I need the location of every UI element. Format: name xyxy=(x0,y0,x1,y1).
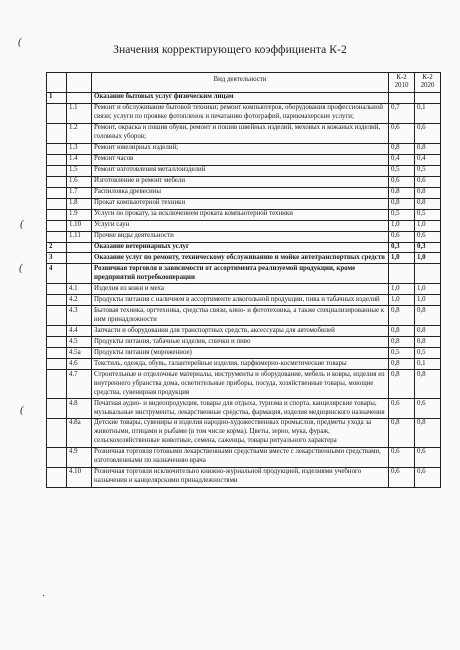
row-section-number xyxy=(47,231,67,242)
row-k2-2020 xyxy=(415,92,441,103)
row-number: 1.5 xyxy=(67,165,92,176)
row-activity-name: Изделия из кожи и меха xyxy=(92,284,389,295)
table-row xyxy=(47,231,441,242)
row-number: 4.9 xyxy=(67,447,92,467)
table-row xyxy=(47,348,441,359)
row-section-number xyxy=(47,348,67,359)
row-k2-2010 xyxy=(389,92,415,103)
table-row xyxy=(47,220,441,231)
section-row xyxy=(47,242,441,253)
row-section-number xyxy=(47,326,67,337)
row-k2-2010: 0,8 xyxy=(389,198,415,209)
section-row xyxy=(47,92,441,103)
row-activity-name: Печатная аудио- и видеопродукция, товары для отдыха, туризма и спорта, канцелярские товары, музыкальные инструменты, лекарственные средства, фармация, изделия медицинского назначения xyxy=(92,399,389,419)
margin-mark: ( xyxy=(19,262,23,274)
row-number: 1.10 xyxy=(67,220,92,231)
margin-mark: ( xyxy=(18,36,22,48)
row-k2-2010: 0,6 xyxy=(389,467,415,487)
row-section-number xyxy=(47,370,67,399)
row-k2-2020: 1,0 xyxy=(415,295,441,306)
row-activity-name: Оказание бытовых услуг физическим лицам xyxy=(92,92,389,103)
row-number: 4.4 xyxy=(67,326,92,337)
table-row xyxy=(47,447,441,467)
row-number: 1.2 xyxy=(67,123,92,143)
coefficient-table xyxy=(46,72,441,488)
row-k2-2020: 0,8 xyxy=(415,187,441,198)
row-section-number xyxy=(47,295,67,306)
row-activity-name: Запчасти и оборудования для транспортных средств, аксессуары для автомобилей xyxy=(92,326,389,337)
row-k2-2010: 1,0 xyxy=(389,295,415,306)
row-activity-name: Розничная торговля готовыми лекарственными средствами вместе с лекарственными средствами, изготовленными по назначению врача xyxy=(92,447,389,467)
table-row xyxy=(47,103,441,123)
row-number: 4.5а xyxy=(67,348,92,359)
row-number: 4.5 xyxy=(67,337,92,348)
table-row xyxy=(47,326,441,337)
row-activity-name: Продукты питания (мороженное) xyxy=(92,348,389,359)
row-k2-2020: 0,8 xyxy=(415,326,441,337)
table-row xyxy=(47,337,441,348)
row-number xyxy=(67,253,92,264)
table-row xyxy=(47,306,441,326)
row-number: 1.4 xyxy=(67,154,92,165)
row-section-number xyxy=(47,467,67,487)
row-section-number xyxy=(47,359,67,370)
row-activity-name: Строительные и отделочные материалы, инструменты и оборудование, мебель и ковры, изделия из внутреннего убранства дома, осветительные приборы, посуда, хозяйственные товары, моющие средства, сувенирная продукция xyxy=(92,370,389,399)
row-section-number xyxy=(47,176,67,187)
row-k2-2020: 0,6 xyxy=(415,176,441,187)
row-activity-name: Ремонт, окраска и пошив обуви, ремонт и пошив швейных изделий, меховых и кожаных изделий, головных уборов; xyxy=(92,123,389,143)
row-activity-name: Ремонт изготовления металлоизделий xyxy=(92,165,389,176)
row-section-number xyxy=(47,123,67,143)
row-k2-2020: 0,5 xyxy=(415,348,441,359)
row-activity-name: Ремонт и обслуживание бытовой техники; ремонт компьютеров, оборудования профессиональной связи; услуги по проявке фотопленок и печатанию фотографий, парикмахерские услуги; xyxy=(92,103,389,123)
row-k2-2020: 0,8 xyxy=(415,306,441,326)
row-k2-2020: 1,0 xyxy=(415,284,441,295)
header-empty-cell xyxy=(67,73,92,93)
margin-mark: · xyxy=(42,590,45,602)
table-row xyxy=(47,154,441,165)
row-number: 4.8а xyxy=(67,418,92,447)
row-number xyxy=(67,264,92,284)
row-section-number xyxy=(47,337,67,348)
row-section-number xyxy=(47,284,67,295)
row-section-number xyxy=(47,209,67,220)
row-activity-name: Оказание ветеринарных услуг xyxy=(92,242,389,253)
row-k2-2020: 0,1 xyxy=(415,359,441,370)
table-row xyxy=(47,187,441,198)
row-number: 4.2 xyxy=(67,295,92,306)
table-row xyxy=(47,143,441,154)
row-number: 1.6 xyxy=(67,176,92,187)
row-k2-2010: 0,8 xyxy=(389,326,415,337)
row-k2-2020: 0,6 xyxy=(415,231,441,242)
row-activity-name: Изготовление и ремонт мебели xyxy=(92,176,389,187)
row-activity-name: Бытовая техника, оргтехника, средства связи, кино- и фототехника, а также специализированные к ним принадлежности xyxy=(92,306,389,326)
row-number: 1.8 xyxy=(67,198,92,209)
row-section-number: 2 xyxy=(47,242,67,253)
row-k2-2010: 0,8 xyxy=(389,187,415,198)
row-k2-2020: 0,6 xyxy=(415,399,441,419)
row-k2-2010: 0,7 xyxy=(389,103,415,123)
row-k2-2010: 1,0 xyxy=(389,220,415,231)
margin-mark: ( xyxy=(20,218,24,230)
table-row xyxy=(47,295,441,306)
row-section-number: 4 xyxy=(47,264,67,284)
row-k2-2020 xyxy=(415,264,441,284)
table-row xyxy=(47,176,441,187)
row-k2-2010: 0,5 xyxy=(389,209,415,220)
row-number: 4.8 xyxy=(67,399,92,419)
row-number: 1.9 xyxy=(67,209,92,220)
row-k2-2010: 0,6 xyxy=(389,447,415,467)
row-k2-2020: 0,3 xyxy=(415,242,441,253)
row-k2-2010: 1,0 xyxy=(389,253,415,264)
row-k2-2010: 0,4 xyxy=(389,154,415,165)
row-k2-2020: 1,0 xyxy=(415,220,441,231)
row-k2-2010: 0,5 xyxy=(389,165,415,176)
row-k2-2020: 0,4 xyxy=(415,154,441,165)
row-k2-2020: 0,1 xyxy=(415,103,441,123)
row-section-number xyxy=(47,143,67,154)
header-empty-cell xyxy=(47,73,67,93)
margin-mark: ( xyxy=(20,404,24,416)
row-k2-2020: 1,0 xyxy=(415,253,441,264)
table-row xyxy=(47,359,441,370)
row-k2-2020: 0,8 xyxy=(415,418,441,447)
row-k2-2010: 0,8 xyxy=(389,143,415,154)
table-row xyxy=(47,198,441,209)
row-section-number xyxy=(47,198,67,209)
row-k2-2010: 0,3 xyxy=(389,242,415,253)
table-row xyxy=(47,418,441,447)
row-section-number xyxy=(47,187,67,198)
row-activity-name: Ремонт часов xyxy=(92,154,389,165)
row-section-number xyxy=(47,447,67,467)
row-k2-2020: 0,8 xyxy=(415,143,441,154)
row-number: 1.7 xyxy=(67,187,92,198)
row-k2-2010: 0,5 xyxy=(389,348,415,359)
row-number: 4.10 xyxy=(67,467,92,487)
table-row xyxy=(47,370,441,399)
row-section-number xyxy=(47,418,67,447)
row-k2-2010: 0,6 xyxy=(389,399,415,419)
row-activity-name: Детские товары, сувениры и изделия народно-художественных промыслов, предметы ухода за животными, птицами и рыбами (в том числе корма). Цветы, зерно, мука, фураж, сельскохозяйственные животные, семена, саженцы, товары ритуального характера xyxy=(92,418,389,447)
section-row xyxy=(47,253,441,264)
row-k2-2010: 0,8 xyxy=(389,418,415,447)
row-number: 1.3 xyxy=(67,143,92,154)
table-row xyxy=(47,399,441,419)
table-row xyxy=(47,467,441,487)
row-section-number xyxy=(47,399,67,419)
section-row xyxy=(47,264,441,284)
row-k2-2010: 0,8 xyxy=(389,306,415,326)
row-k2-2020: 0,8 xyxy=(415,198,441,209)
row-k2-2010 xyxy=(389,264,415,284)
row-number: 4.3 xyxy=(67,306,92,326)
row-number: 1.1 xyxy=(67,103,92,123)
row-activity-name: Услуги по прокату, за исключением проката компьютерной техники xyxy=(92,209,389,220)
page-title: Значения корректирующего коэффициента К-2 xyxy=(113,44,347,56)
row-section-number: 3 xyxy=(47,253,67,264)
row-number: 4.1 xyxy=(67,284,92,295)
row-activity-name: Оказание услуг по ремонту, техническому обслуживанию и мойке автотранспортных средств xyxy=(92,253,389,264)
row-k2-2010: 0,6 xyxy=(389,176,415,187)
table-row xyxy=(47,165,441,176)
row-number xyxy=(67,92,92,103)
row-k2-2020: 0,8 xyxy=(415,370,441,399)
table-row xyxy=(47,123,441,143)
row-section-number xyxy=(47,103,67,123)
row-section-number: 1 xyxy=(47,92,67,103)
row-activity-name: Ремонт ювелирных изделий; xyxy=(92,143,389,154)
table-header-row xyxy=(47,73,441,93)
table-row xyxy=(47,209,441,220)
row-number: 4.6 xyxy=(67,359,92,370)
header-activity-type: Вид деятельности xyxy=(92,73,389,93)
row-section-number xyxy=(47,154,67,165)
row-activity-name: Продукты питания с наличием в ассортименте алкогольной продукции, пива и табачных изделий xyxy=(92,295,389,306)
row-activity-name: Розничная торговля в зависимости от ассортимента реализуемой продукции, кроме предприятий потребкооперации xyxy=(92,264,389,284)
row-activity-name: Продукты питания, табачные изделия, спички и пиво xyxy=(92,337,389,348)
row-activity-name: Розничная торговля исключительно книжно-журнальной продукцией, изделиями учебного назначения и канцелярскими принадлежностями xyxy=(92,467,389,487)
row-k2-2010: 0,6 xyxy=(389,231,415,242)
row-k2-2020: 0,5 xyxy=(415,209,441,220)
row-activity-name: Текстиль, одежда, обувь, галантерейные изделия, парфюмерно-косметические товары xyxy=(92,359,389,370)
row-k2-2010: 0,8 xyxy=(389,370,415,399)
row-k2-2020: 0,6 xyxy=(415,447,441,467)
row-k2-2020: 0,8 xyxy=(415,337,441,348)
row-k2-2010: 0,8 xyxy=(389,337,415,348)
row-activity-name: Прочие виды деятельности xyxy=(92,231,389,242)
row-section-number xyxy=(47,165,67,176)
row-activity-name: Прокат компьютерной техники xyxy=(92,198,389,209)
row-section-number xyxy=(47,306,67,326)
row-section-number xyxy=(47,220,67,231)
row-k2-2010: 1,0 xyxy=(389,284,415,295)
row-k2-2020: 0,5 xyxy=(415,165,441,176)
row-k2-2010: 0,6 xyxy=(389,123,415,143)
row-activity-name: Услуги саун xyxy=(92,220,389,231)
row-number: 4.7 xyxy=(67,370,92,399)
row-k2-2010: 0,8 xyxy=(389,359,415,370)
table-row xyxy=(47,284,441,295)
row-k2-2020: 0,6 xyxy=(415,467,441,487)
row-activity-name: Распиловка древесины xyxy=(92,187,389,198)
row-number xyxy=(67,242,92,253)
row-k2-2020: 0,6 xyxy=(415,123,441,143)
row-number: 1.11 xyxy=(67,231,92,242)
header-k2-2020: К-2 2020 xyxy=(415,73,441,93)
header-k2-2010: К-2 2010 xyxy=(389,73,415,93)
